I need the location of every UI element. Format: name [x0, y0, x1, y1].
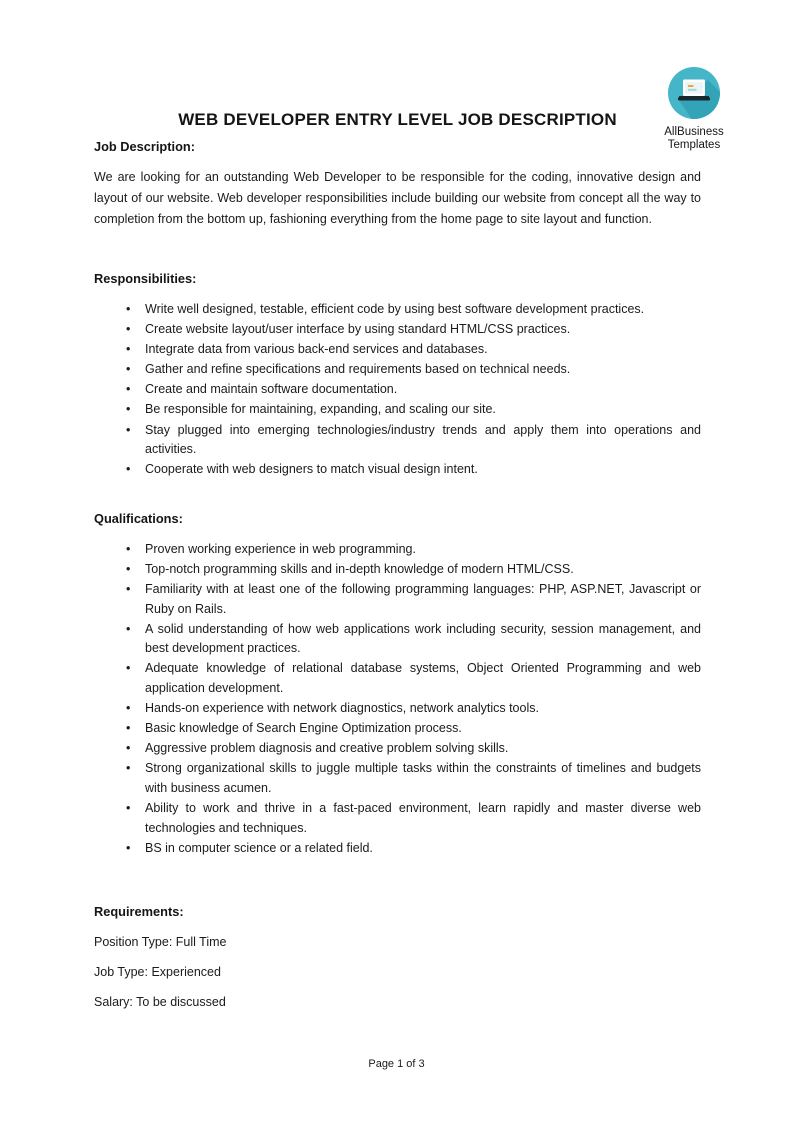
- qualifications-list: [119, 540, 701, 859]
- list-item: [119, 739, 701, 759]
- list-item-text: BS in computer science or a related field.: [145, 840, 373, 855]
- page-title: WEB DEVELOPER ENTRY LEVEL JOB DESCRIPTION: [178, 110, 617, 129]
- job-type-line: Job Type: Experienced: [94, 964, 221, 979]
- laptop-screen: [685, 82, 702, 94]
- responsibilities-list: [119, 300, 701, 480]
- job-description-heading: Job Description:: [94, 139, 195, 154]
- list-item-text: Basic knowledge of Search Engine Optimization process.: [145, 721, 462, 736]
- list-item-text: Cooperate with web designers to match visual design intent.: [145, 462, 478, 477]
- list-item: [119, 699, 701, 719]
- list-item-text: Gather and refine specifications and requirements based on technical needs.: [145, 362, 571, 377]
- list-item-text: Familiarity with at least one of the following programming languages: PHP, ASP.NET, Javascript or Ruby on Rails.: [145, 582, 701, 616]
- list-item-text: Hands-on experience with network diagnostics, network analytics tools.: [145, 701, 539, 716]
- list-item: [119, 620, 701, 659]
- list-item-text: Strong organizational skills to juggle multiple tasks within the constraints of timelines and budgets with business acumen.: [145, 761, 701, 795]
- list-item: [119, 719, 701, 739]
- list-item: [119, 799, 701, 838]
- page-footer: Page 1 of 3: [368, 1058, 425, 1070]
- list-item: [119, 340, 701, 360]
- list-item: [119, 460, 701, 480]
- laptop-base: [678, 96, 710, 101]
- list-item-text: Proven working experience in web programming.: [145, 541, 416, 556]
- job-description-paragraph: We are looking for an outstanding Web Developer to be responsible for the coding, innovative design and layout of our website. Web developer responsibilities include building our website from concept all the way to completion from the bottom up, fashioning everything from the home page to site layout and function.: [94, 170, 701, 226]
- list-item: [119, 380, 701, 400]
- list-item-text: Write well designed, testable, efficient code by using best software development practices.: [145, 302, 645, 316]
- list-item: [119, 400, 701, 420]
- salary-line: Salary: To be discussed: [94, 994, 226, 1009]
- list-item: [119, 540, 701, 560]
- document-content: [94, 110, 701, 1009]
- list-item: [119, 839, 701, 859]
- list-item-text: Create website layout/user interface by using standard HTML/CSS practices.: [145, 322, 571, 337]
- screen-line-teal: [688, 89, 697, 91]
- logo-text-line2: Templates: [667, 139, 721, 151]
- responsibilities-heading: Responsibilities:: [94, 271, 197, 286]
- list-item-text: Create and maintain software documentation.: [145, 382, 398, 397]
- list-item-text: A solid understanding of how web applications work including security, session management, and best development practices.: [145, 621, 701, 656]
- list-item-text: Stay plugged into emerging technologies/industry trends and apply them into operations and activities.: [145, 422, 701, 457]
- list-item-text: Aggressive problem diagnosis and creative problem solving skills.: [145, 741, 509, 756]
- qualifications-heading: Qualifications:: [94, 510, 183, 526]
- screen-line-orange: [688, 85, 694, 87]
- list-item-text: Adequate knowledge of relational database systems, Object Oriented Programming and web application development.: [145, 661, 701, 695]
- list-item: [119, 659, 701, 698]
- list-item-text: Be responsible for maintaining, expanding, and scaling our site.: [145, 402, 496, 417]
- requirements-heading: Requirements:: [94, 904, 184, 920]
- list-item: [119, 300, 701, 320]
- list-item: [119, 320, 701, 340]
- list-item: [119, 580, 701, 619]
- list-item: [119, 360, 701, 380]
- list-item: [119, 759, 701, 798]
- list-item-text: Integrate data from various back-end services and databases.: [145, 342, 488, 357]
- logo-text-line1: AllBusiness: [664, 126, 724, 138]
- list-item-text: Top-notch programming skills and in-depth knowledge of modern HTML/CSS.: [145, 561, 574, 576]
- list-item: [119, 421, 701, 460]
- position-type-line: Position Type: Full Time: [94, 934, 227, 949]
- list-item: [119, 560, 701, 580]
- list-item-text: Ability to work and thrive in a fast-paced environment, learn rapidly and master diverse web technologies and techniques.: [145, 801, 701, 835]
